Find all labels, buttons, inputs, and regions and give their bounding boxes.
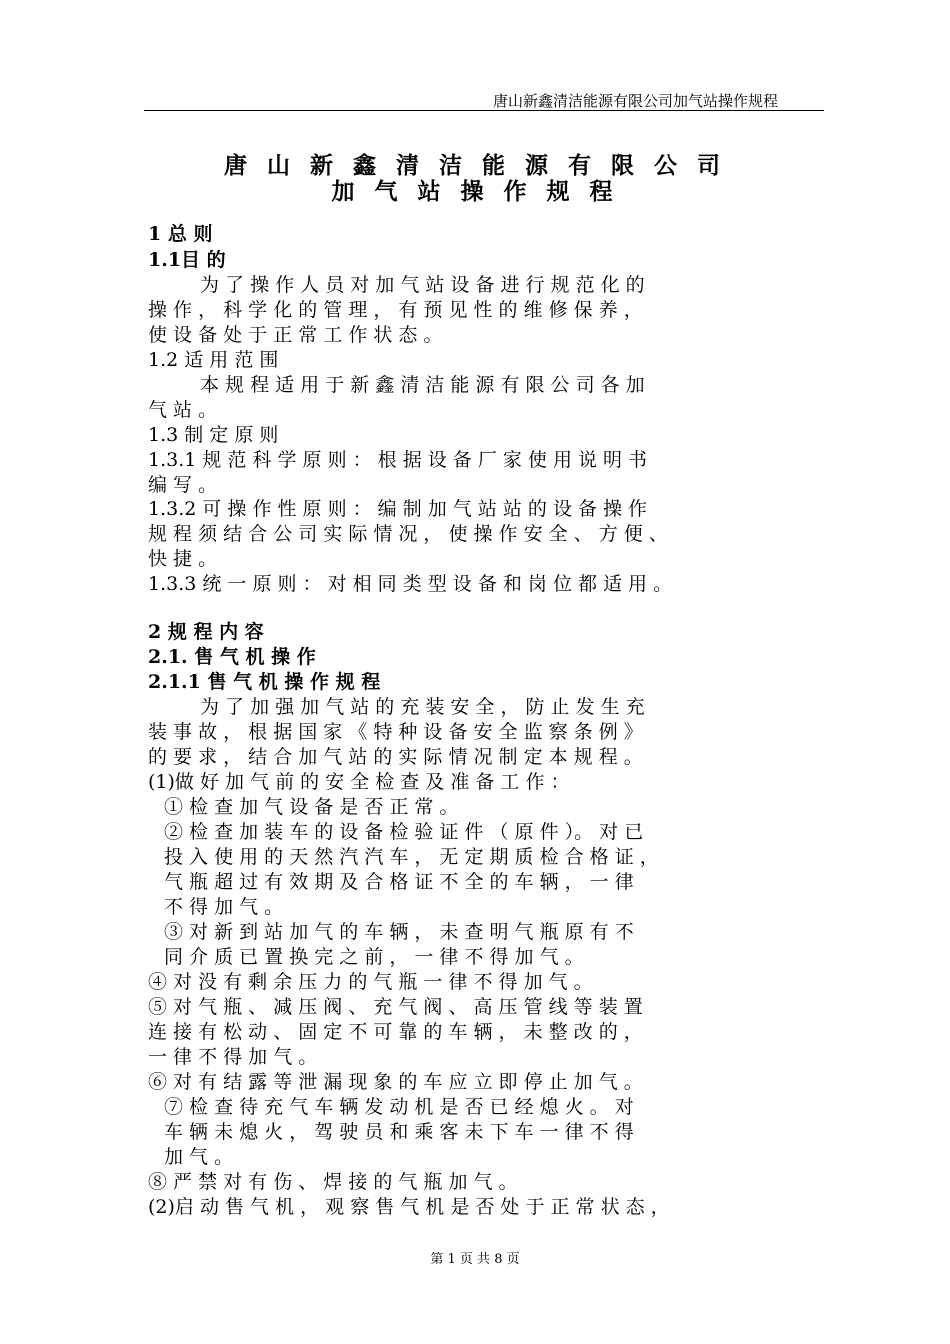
body-line: ⑦ 检 查 待 充 气 车 辆 发 动 机 是 否 已 经 熄 火 。 对 xyxy=(164,1096,634,1118)
body-line: 为 了 加 强 加 气 站 的 充 装 安 全 ， 防 止 发 生 充 xyxy=(200,696,645,718)
body-line: 快 捷 。 xyxy=(148,548,218,570)
body-line: 本 规 程 适 用 于 新 鑫 清 洁 能 源 有 限 公 司 各 加 xyxy=(200,374,645,396)
body-line: 操 作 ， 科 学 化 的 管 理 ， 有 预 见 性 的 维 修 保 养 ， xyxy=(148,299,643,321)
section-heading: 1 总 则 xyxy=(148,223,213,245)
body-line: 投 入 使 用 的 天 然 汽 汽 车 ， 无 定 期 质 检 合 格 证 ， xyxy=(164,846,659,868)
body-line: 气 站 。 xyxy=(148,399,218,421)
header-text: 唐山新鑫清洁能源有限公司加气站操作规程 xyxy=(492,92,778,110)
body-line: 1.3.3 统 一 原 则 ： 对 相 同 类 型 设 备 和 岗 位 都 适 用 。 xyxy=(148,573,673,595)
section-heading: 2.1.1 售 气 机 操 作 规 程 xyxy=(148,671,381,693)
body-line: ⑤ 对 气 瓶 、 减 压 阀 、 充 气 阀 、 高 压 管 线 等 装 置 xyxy=(148,996,643,1018)
body-line: 的 要 求 ， 结 合 加 气 站 的 实 际 情 况 制 定 本 规 程 。 xyxy=(148,746,643,768)
body-line: ⑥ 对 有 结 露 等 泄 漏 现 象 的 车 应 立 即 停 止 加 气 。 xyxy=(148,1071,643,1093)
document-title-procedure: 加 气 站 操 作 规 程 xyxy=(331,178,619,205)
body-line: 车 辆 未 熄 火 ， 驾 驶 员 和 乘 客 未 下 车 一 律 不 得 xyxy=(164,1121,634,1143)
body-line: ① 检 查 加 气 设 备 是 否 正 常 。 xyxy=(164,796,459,818)
section-heading: 1.1目 的 xyxy=(148,249,226,271)
body-line: 1.2 适 用 范 围 xyxy=(148,349,279,371)
page-header xyxy=(144,84,824,111)
body-line: (1)做 好 加 气 前 的 安 全 检 查 及 准 备 工 作 ： xyxy=(148,771,570,793)
body-line: (2)启 动 售 气 机 ， 观 察 售 气 机 是 否 处 于 正 常 状 态 ， xyxy=(148,1196,670,1218)
body-line: 一 律 不 得 加 气 。 xyxy=(148,1046,318,1068)
body-line: 气 瓶 超 过 有 效 期 及 合 格 证 不 全 的 车 辆 ， 一 律 xyxy=(164,871,634,893)
document-title-company: 唐 山 新 鑫 清 洁 能 源 有 限 公 司 xyxy=(223,152,727,179)
body-line: 规 程 须 结 合 公 司 实 际 情 况 ， 使 操 作 安 全 、 方 便 、 xyxy=(148,523,668,545)
body-line: 1.3.2 可 操 作 性 原 则 ： 编 制 加 气 站 站 的 设 备 操 作 xyxy=(148,498,648,520)
page-footer: 第 1 页 共 8 页 xyxy=(430,1252,520,1267)
body-line: 装 事 故 ， 根 据 国 家 《 特 种 设 备 安 全 监 察 条 例 》 xyxy=(148,721,643,743)
body-line: 同 介 质 已 置 换 完 之 前 ， 一 律 不 得 加 气 。 xyxy=(164,946,584,968)
body-line: 1.3 制 定 原 则 xyxy=(148,424,279,446)
body-line: 编 写 。 xyxy=(148,474,218,496)
body-line: 1.3.1 规 范 科 学 原 则 ： 根 据 设 备 厂 家 使 用 说 明 书 xyxy=(148,449,648,471)
body-line: ③ 对 新 到 站 加 气 的 车 辆 ， 未 查 明 气 瓶 原 有 不 xyxy=(164,921,634,943)
body-line: ⑧ 严 禁 对 有 伤 、 焊 接 的 气 瓶 加 气 。 xyxy=(148,1171,518,1193)
body-line: 不 得 加 气 。 xyxy=(164,896,284,918)
body-line: 为 了 操 作 人 员 对 加 气 站 设 备 进 行 规 范 化 的 xyxy=(200,274,645,296)
section-heading: 2 规 程 内 容 xyxy=(148,621,264,643)
body-line: 使 设 备 处 于 正 常 工 作 状 态 。 xyxy=(148,324,443,346)
body-line: 加 气 。 xyxy=(164,1146,234,1168)
body-line: 连 接 有 松 动 、 固 定 不 可 靠 的 车 辆 ， 未 整 改 的 ， xyxy=(148,1021,643,1043)
body-line: ④ 对 没 有 剩 余 压 力 的 气 瓶 一 律 不 得 加 气 。 xyxy=(148,971,593,993)
section-heading: 2.1. 售 气 机 操 作 xyxy=(148,646,316,668)
body-line: ② 检 查 加 装 车 的 设 备 检 验 证 件 （ 原 件 ）。 对 已 xyxy=(164,821,644,843)
